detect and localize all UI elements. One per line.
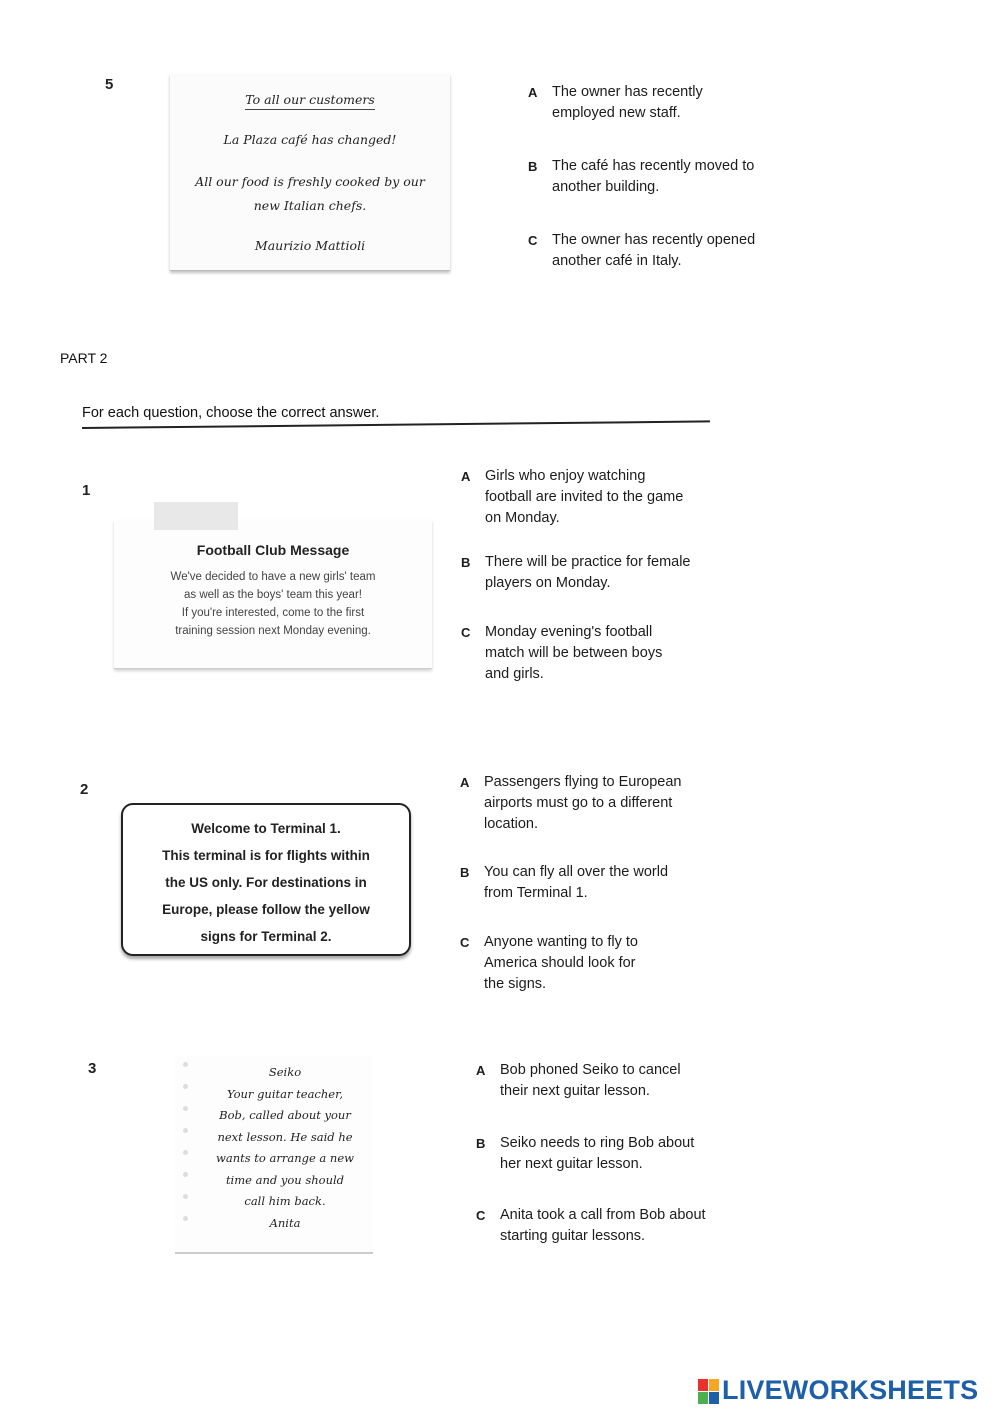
instruction: For each question, choose the correct answer.: [82, 405, 380, 421]
cafe-notice: [170, 74, 450, 271]
sign-line: the US only. For destinations in: [165, 875, 367, 890]
option-b[interactable]: B Seiko needs to ring Bob about her next guitar lesson.: [476, 1135, 695, 1172]
option-b[interactable]: B There will be practice for female players on Monday.: [461, 554, 691, 591]
note-line: next lesson. He said he: [217, 1129, 353, 1144]
terminal-sign: [121, 803, 411, 956]
note-line: Seiko: [268, 1065, 302, 1079]
notice-line: If you're interested, come to the first: [181, 607, 365, 619]
logo-icon: [698, 1379, 720, 1405]
option-c[interactable]: C The owner has recently opened another café in Italy.: [528, 232, 756, 269]
question-number-1: 1: [82, 482, 91, 499]
notice-line: We've decided to have a new girls' team: [170, 571, 376, 583]
option-a[interactable]: A Girls who enjoy watching football are invited to the game on Monday.: [461, 468, 684, 526]
note-line: Your guitar teacher,: [227, 1086, 343, 1101]
notice-heading: To all our customers: [170, 92, 450, 107]
note-line: time and you should: [225, 1172, 345, 1187]
logo-text: LIVEWORKSHEETS: [722, 1375, 979, 1405]
notice-line: new Italian chefs.: [253, 198, 367, 213]
divider: [82, 420, 710, 429]
notice-line: La Plaza café has changed!: [223, 132, 397, 147]
question-number-3: 3: [88, 1060, 97, 1077]
notice-line: All our food is freshly cooked by our: [195, 174, 425, 189]
note-line: Anita: [269, 1215, 301, 1230]
notice-title: Football Club Message: [196, 542, 350, 558]
note-line: Bob, called about your: [219, 1108, 351, 1122]
notepad-holes: [183, 1062, 189, 1238]
sign-line: signs for Terminal 2.: [200, 929, 332, 944]
note-line: call him back.: [244, 1194, 326, 1208]
option-c[interactable]: C Monday evening's football match will be between boys and girls.: [461, 624, 663, 682]
liveworksheets-logo[interactable]: [698, 1375, 994, 1409]
sign-line: This terminal is for flights within: [162, 848, 370, 863]
question-number-2: 2: [80, 781, 89, 798]
option-a[interactable]: A Passengers flying to European airports must go to a different location.: [460, 774, 682, 832]
option-b[interactable]: B The café has recently moved to another building.: [528, 158, 755, 195]
part-heading: PART 2: [60, 350, 108, 366]
question-number-5: 5: [105, 76, 114, 93]
option-c[interactable]: C Anyone wanting to fly to America should look for the signs.: [460, 934, 638, 992]
notice-line: training session next Monday evening.: [175, 625, 371, 637]
sign-line: Welcome to Terminal 1.: [191, 821, 341, 836]
notice-line: as well as the boys' team this year!: [184, 589, 362, 601]
option-b[interactable]: B You can fly all over the world from Terminal 1.: [460, 864, 669, 901]
note-line: wants to arrange a new: [216, 1151, 354, 1165]
sign-line: Europe, please follow the yellow: [162, 902, 370, 917]
option-a[interactable]: A The owner has recently employed new staff.: [528, 84, 703, 121]
option-a[interactable]: A Bob phoned Seiko to cancel their next guitar lesson.: [476, 1062, 681, 1099]
pin-tape: [154, 502, 238, 530]
phone-message-note: [175, 1056, 373, 1254]
option-c[interactable]: C Anita took a call from Bob about starting guitar lessons.: [476, 1207, 706, 1244]
football-club-notice: [114, 520, 432, 669]
notice-signature: Maurizio Mattioli: [254, 238, 366, 253]
